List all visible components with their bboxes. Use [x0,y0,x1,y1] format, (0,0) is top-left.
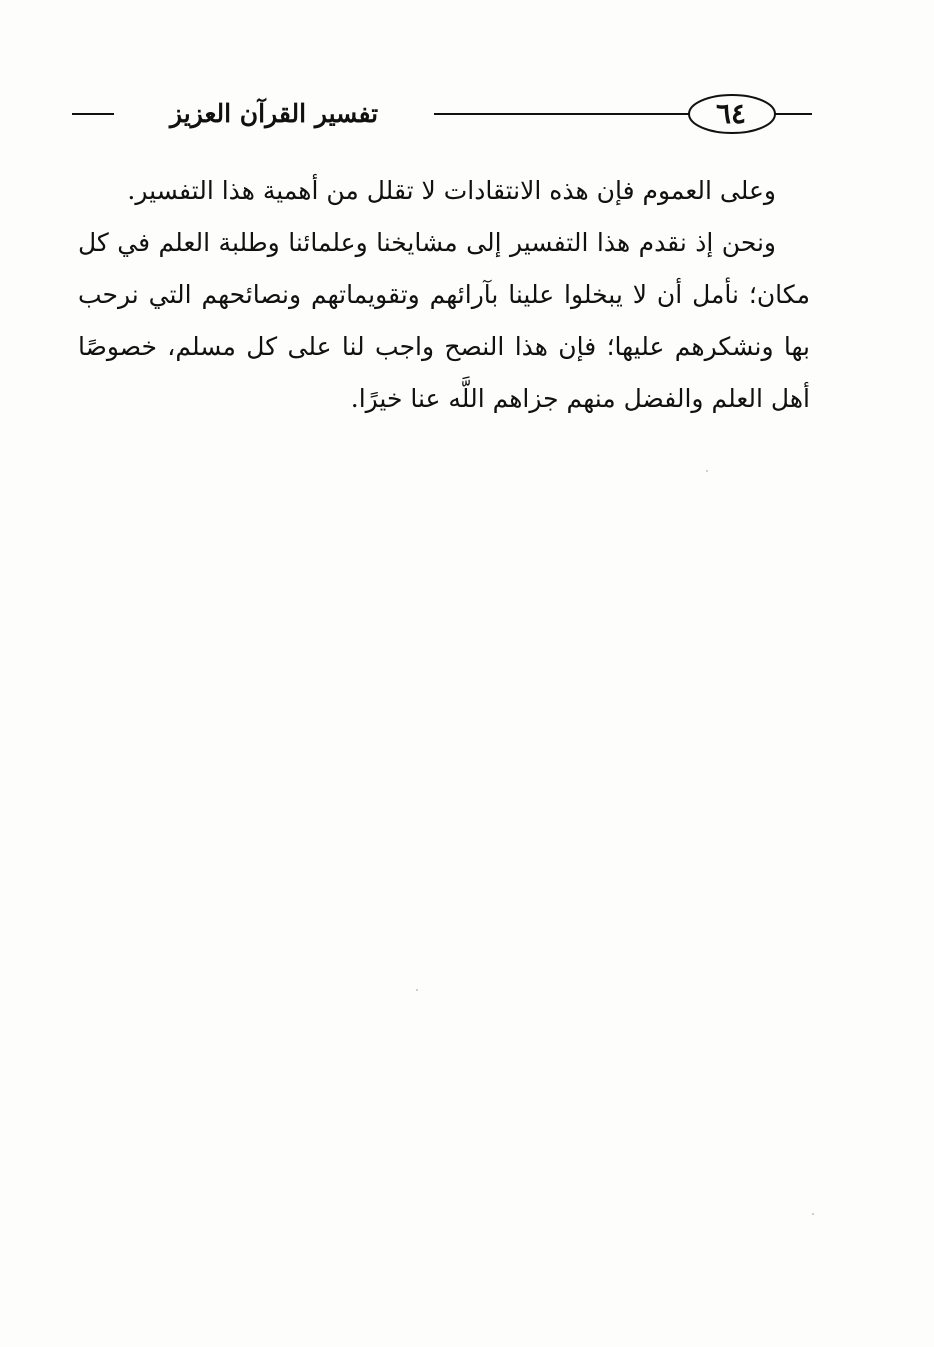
page-header [72,88,812,144]
paper-speck [812,1213,814,1215]
paragraph: وعلى العموم فإن هذه الانتقادات لا تقلل من أهمية هذا التفسير. [127,176,776,205]
main-text [78,165,810,425]
paragraph: ونحن إذ نقدم هذا التفسير إلى مشايخنا وعلمائنا وطلبة العلم في كل مكان؛ نأمل أن لا يبخلوا علينا بآرائهم وتقويماتهم ونصائحهم التي نرحب بها ونشكرهم عليها؛ فإن هذا النصح واجب لنا على كل مسلم، خصوصًا أهل العلم والفضل منهم جزاهم اللَّه عنا خيرًا. [78,228,810,413]
running-title: تفسير القرآن العزيز [114,93,434,133]
paper-speck [706,470,708,472]
paper-speck [416,989,418,991]
page-number: ٦٤ [715,97,747,130]
